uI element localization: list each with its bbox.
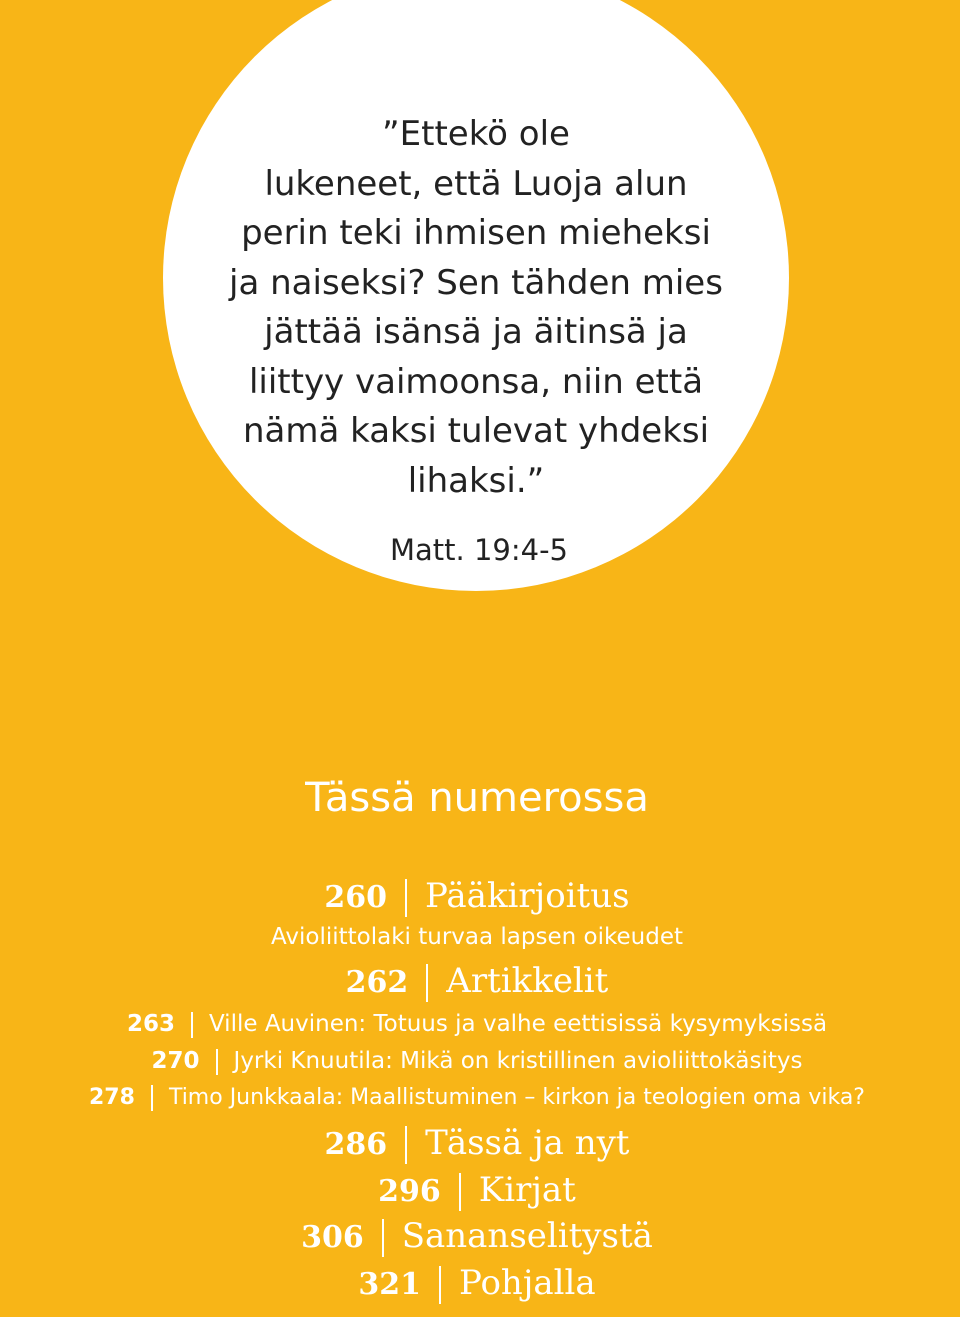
quote-line: nämä kaksi tulevat yhdeksi — [242, 411, 710, 451]
quote-line: jättää isänsä ja äitinsä ja — [264, 312, 688, 352]
toc-label: Timo Junkkaala: Maallistuminen – kirkon ja teologien oma vika? — [168, 1085, 865, 1110]
toc-divider — [382, 1219, 384, 1257]
toc-item-articles[interactable] — [0, 961, 954, 1002]
toc-page-number: 296 — [378, 1174, 441, 1209]
toc-divider — [459, 1173, 461, 1211]
toc-page-number: 270 — [151, 1048, 200, 1074]
toc-label: Pohjalla — [458, 1263, 596, 1303]
quote-line: ja naiseksi? Sen tähden mies — [229, 262, 723, 303]
quote-line: perin teki ihmisen mieheksi — [241, 213, 711, 253]
toc-divider — [439, 1266, 441, 1304]
toc-page-number: 286 — [324, 1127, 388, 1162]
quote-line: lukeneet, että Luoja alun — [264, 163, 688, 204]
toc-page-number: 321 — [358, 1267, 421, 1302]
toc-label: Tässä ja nyt — [425, 1123, 630, 1163]
toc-divider — [191, 1012, 193, 1038]
toc-label: Sananselitystä — [401, 1216, 653, 1256]
toc-divider — [151, 1085, 153, 1111]
toc-item-article-junkkaala[interactable] — [0, 1085, 954, 1111]
toc-divider — [405, 1126, 407, 1164]
toc-item-editorial[interactable] — [0, 876, 954, 917]
toc-label: Artikkelit — [446, 961, 609, 1001]
toc-divider — [405, 879, 407, 917]
toc-item-pohjalla[interactable] — [0, 1263, 954, 1304]
toc-item-word-explanations[interactable] — [0, 1216, 954, 1257]
editorial-subtitle: Avioliittolaki turvaa lapsen oikeudet — [271, 924, 683, 950]
toc-label: Ville Auvinen: Totuus ja valhe eettisissä kysymyksissä — [208, 1011, 828, 1037]
toc-item-article-knuutila[interactable] — [0, 1048, 954, 1075]
toc-label: Pääkirjoitus — [425, 876, 630, 916]
toc-divider — [426, 964, 428, 1002]
toc-page-number: 263 — [126, 1011, 175, 1037]
quote-line: lihaksi.” — [407, 460, 545, 501]
quote-reference: Matt. 19:4-5 — [390, 533, 569, 567]
quote-line: liittyy vaimoonsa, niin että — [248, 361, 704, 402]
quote-line: ”Ettekö ole — [382, 114, 570, 154]
toc-page-number: 262 — [345, 965, 409, 1000]
toc-item-books[interactable] — [0, 1170, 954, 1211]
toc-page-number: 260 — [324, 880, 388, 915]
toc-label: Jyrki Knuutila: Mikä on kristillinen avioliittokäsitys — [233, 1048, 803, 1074]
contents-title: Tässä numerossa — [305, 775, 649, 821]
toc-page-number: 278 — [89, 1085, 135, 1110]
toc-page-number: 306 — [301, 1220, 364, 1255]
toc-label: Kirjat — [478, 1170, 576, 1210]
bible-quote — [163, 110, 789, 506]
toc-item-here-and-now[interactable] — [0, 1123, 954, 1164]
toc-divider — [216, 1049, 218, 1075]
toc-item-article-auvinen[interactable] — [0, 1011, 954, 1038]
